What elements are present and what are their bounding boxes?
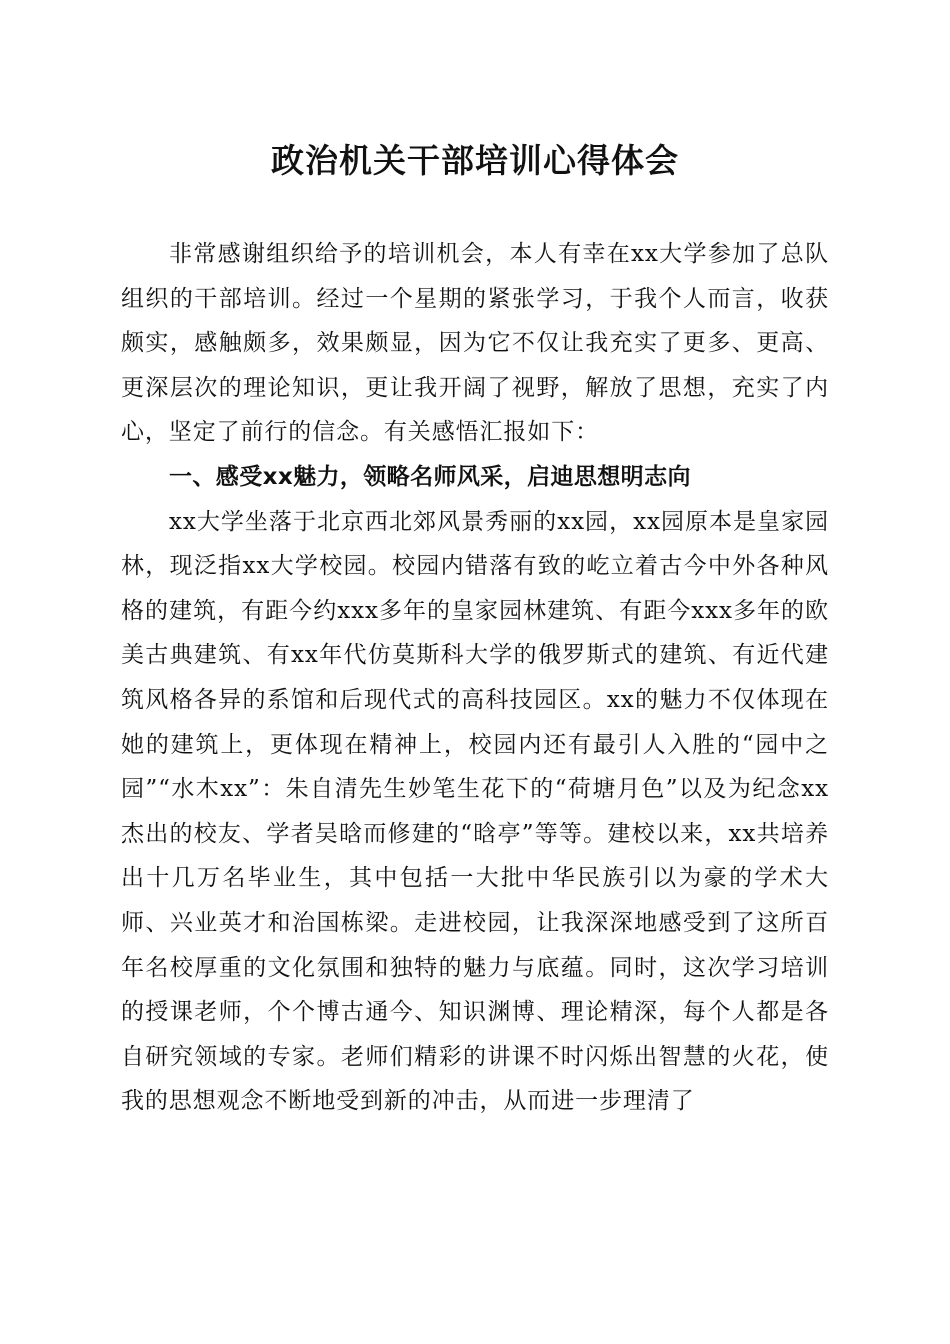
section-1-paragraph: xx大学坐落于北京西北郊风景秀丽的xx园，xx园原本是皇家园林，现泛指xx大学校园。校园内错落有致的屹立着古今中外各种风格的建筑，有距今约xxx多年的皇家园林建筑、有距今xxx多年的欧美古典建筑、有xx年代仿莫斯科大学的俄罗斯式的建筑、有近代建筑风格各异的系馆和后现代式的高科技园区。xx的魅力不仅体现在她的建筑上，更体现在精神上，校园内还有最引人入胜的“园中之园”“水木xx”：朱自清先生妙笔生花下的“荷塘月色”以及为纪念xx杰出的校友、学者吴晗而修建的“晗亭”等等。建校以来，xx共培养出十几万名毕业生，其中包括一大批中华民族引以为豪的学术大师、兴业英才和治国栋梁。走进校园，让我深深地感受到了这所百年名校厚重的文化氛围和独特的魅力与底蕴。同时，这次学习培训的授课老师，个个博古通今、知识渊博、理论精深，每个人都是各自研究领域的专家。老师们精彩的讲课不时闪烁出智慧的火花，使我的思想观念不断地受到新的冲击，从而进一步理清了 <box>121 508 829 1115</box>
document-title: 政治机关干部培训心得体会 <box>271 141 679 180</box>
document-body <box>121 232 829 1124</box>
intro-paragraph: 非常感谢组织给予的培训机会，本人有幸在xx大学参加了总队组织的干部培训。经过一个星期的紧张学习，于我个人而言，收获颇实，感触颇多，效果颇显，因为它不仅让我充实了更多、更高、更深层次的理论知识，更让我开阔了视野，解放了思想，充实了内心，坚定了前行的信念。有关感悟汇报如下： <box>121 241 829 446</box>
section-1-heading: 一、感受xx魅力，领略名师风采，启迪思想明志向 <box>169 463 691 490</box>
